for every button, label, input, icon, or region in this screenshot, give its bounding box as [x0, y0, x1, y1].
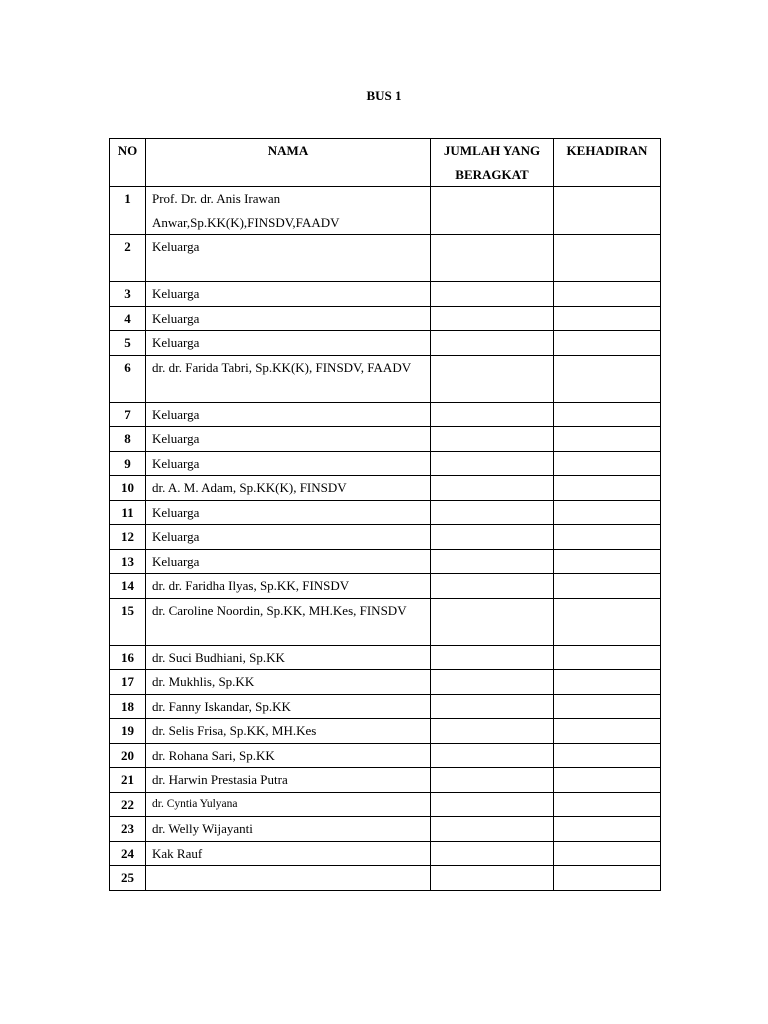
row-nama: Keluarga — [146, 331, 431, 356]
row-jumlah[interactable] — [431, 768, 554, 793]
table-row — [110, 476, 661, 501]
table-row — [110, 645, 661, 670]
row-kehadiran[interactable] — [554, 500, 661, 525]
row-no: 11 — [110, 500, 146, 525]
table-row — [110, 817, 661, 842]
row-nama: dr. Harwin Prestasia Putra — [146, 768, 431, 793]
row-jumlah[interactable] — [431, 235, 554, 282]
row-jumlah[interactable] — [431, 574, 554, 599]
row-jumlah[interactable] — [431, 402, 554, 427]
table-row — [110, 451, 661, 476]
page-title: BUS 1 — [366, 88, 402, 103]
row-kehadiran[interactable] — [554, 841, 661, 866]
row-nama: dr. Mukhlis, Sp.KK — [146, 670, 431, 695]
row-no: 3 — [110, 282, 146, 307]
row-nama: Keluarga — [146, 235, 431, 282]
row-no: 7 — [110, 402, 146, 427]
row-jumlah[interactable] — [431, 841, 554, 866]
table-row — [110, 306, 661, 331]
row-jumlah[interactable] — [431, 306, 554, 331]
row-kehadiran[interactable] — [554, 743, 661, 768]
row-kehadiran[interactable] — [554, 402, 661, 427]
table-row — [110, 841, 661, 866]
row-kehadiran[interactable] — [554, 331, 661, 356]
row-kehadiran[interactable] — [554, 598, 661, 645]
row-jumlah[interactable] — [431, 355, 554, 402]
row-jumlah[interactable] — [431, 549, 554, 574]
table-row — [110, 525, 661, 550]
row-nama: dr. Fanny Iskandar, Sp.KK — [146, 694, 431, 719]
row-kehadiran[interactable] — [554, 670, 661, 695]
header-kehadiran: KEHADIRAN — [554, 139, 661, 187]
row-no: 9 — [110, 451, 146, 476]
row-nama: Keluarga — [146, 282, 431, 307]
row-kehadiran[interactable] — [554, 282, 661, 307]
row-nama: dr. Caroline Noordin, Sp.KK, MH.Kes, FINSDV — [146, 598, 431, 645]
row-no: 25 — [110, 866, 146, 891]
row-nama: Keluarga — [146, 306, 431, 331]
row-kehadiran[interactable] — [554, 866, 661, 891]
row-nama: Prof. Dr. dr. Anis Irawan Anwar,Sp.KK(K),FINSDV,FAADV — [146, 187, 431, 235]
row-nama: Keluarga — [146, 500, 431, 525]
row-nama: dr. dr. Farida Tabri, Sp.KK(K), FINSDV, FAADV — [146, 355, 431, 402]
table-row — [110, 331, 661, 356]
row-jumlah[interactable] — [431, 427, 554, 452]
row-jumlah[interactable] — [431, 282, 554, 307]
row-no: 14 — [110, 574, 146, 599]
row-no: 22 — [110, 792, 146, 817]
row-no: 20 — [110, 743, 146, 768]
row-no: 18 — [110, 694, 146, 719]
row-nama: Keluarga — [146, 549, 431, 574]
row-jumlah[interactable] — [431, 645, 554, 670]
row-jumlah[interactable] — [431, 670, 554, 695]
table-row — [110, 235, 661, 282]
table-row — [110, 768, 661, 793]
header-jumlah: JUMLAH YANG BERAGKAT — [431, 139, 554, 187]
row-jumlah[interactable] — [431, 694, 554, 719]
row-no: 12 — [110, 525, 146, 550]
row-no: 15 — [110, 598, 146, 645]
row-jumlah[interactable] — [431, 525, 554, 550]
row-no: 21 — [110, 768, 146, 793]
row-kehadiran[interactable] — [554, 525, 661, 550]
row-kehadiran[interactable] — [554, 306, 661, 331]
row-nama: dr. A. M. Adam, Sp.KK(K), FINSDV — [146, 476, 431, 501]
row-kehadiran[interactable] — [554, 355, 661, 402]
row-nama: Keluarga — [146, 402, 431, 427]
table-row — [110, 427, 661, 452]
table-row — [110, 355, 661, 402]
row-jumlah[interactable] — [431, 187, 554, 235]
row-kehadiran[interactable] — [554, 645, 661, 670]
table-row — [110, 598, 661, 645]
table-row — [110, 574, 661, 599]
row-jumlah[interactable] — [431, 719, 554, 744]
row-nama: dr. dr. Faridha Ilyas, Sp.KK, FINSDV — [146, 574, 431, 599]
row-no: 2 — [110, 235, 146, 282]
row-kehadiran[interactable] — [554, 817, 661, 842]
row-kehadiran[interactable] — [554, 719, 661, 744]
row-kehadiran[interactable] — [554, 574, 661, 599]
row-kehadiran[interactable] — [554, 235, 661, 282]
row-kehadiran[interactable] — [554, 792, 661, 817]
row-nama: dr. Welly Wijayanti — [146, 817, 431, 842]
row-jumlah[interactable] — [431, 866, 554, 891]
row-jumlah[interactable] — [431, 743, 554, 768]
table-row — [110, 792, 661, 817]
row-nama: dr. Cyntia Yulyana — [146, 792, 431, 817]
row-no: 4 — [110, 306, 146, 331]
row-kehadiran[interactable] — [554, 476, 661, 501]
table-row — [110, 719, 661, 744]
row-no: 5 — [110, 331, 146, 356]
row-jumlah[interactable] — [431, 476, 554, 501]
row-nama: Kak Rauf — [146, 841, 431, 866]
row-kehadiran[interactable] — [554, 427, 661, 452]
row-no: 19 — [110, 719, 146, 744]
row-no: 10 — [110, 476, 146, 501]
table-row — [110, 500, 661, 525]
row-no: 8 — [110, 427, 146, 452]
table-row — [110, 670, 661, 695]
header-no: NO — [110, 139, 146, 187]
table-row — [110, 402, 661, 427]
row-no: 6 — [110, 355, 146, 402]
row-no: 17 — [110, 670, 146, 695]
header-nama: NAMA — [146, 139, 431, 187]
table-row — [110, 694, 661, 719]
row-kehadiran[interactable] — [554, 694, 661, 719]
table-row — [110, 866, 661, 891]
row-jumlah[interactable] — [431, 331, 554, 356]
row-kehadiran[interactable] — [554, 451, 661, 476]
row-nama: Keluarga — [146, 427, 431, 452]
row-nama: Keluarga — [146, 525, 431, 550]
row-nama — [146, 866, 431, 891]
table-row — [110, 282, 661, 307]
row-no: 23 — [110, 817, 146, 842]
row-kehadiran[interactable] — [554, 549, 661, 574]
row-nama: dr. Selis Frisa, Sp.KK, MH.Kes — [146, 719, 431, 744]
table-row — [110, 549, 661, 574]
row-no: 16 — [110, 645, 146, 670]
row-kehadiran[interactable] — [554, 187, 661, 235]
row-jumlah[interactable] — [431, 817, 554, 842]
row-jumlah[interactable] — [431, 598, 554, 645]
row-kehadiran[interactable] — [554, 768, 661, 793]
table-row — [110, 743, 661, 768]
row-no: 24 — [110, 841, 146, 866]
table-header-row — [110, 139, 661, 187]
row-nama: dr. Suci Budhiani, Sp.KK — [146, 645, 431, 670]
row-no: 1 — [110, 187, 146, 235]
row-no: 13 — [110, 549, 146, 574]
row-jumlah[interactable] — [431, 500, 554, 525]
row-nama: dr. Rohana Sari, Sp.KK — [146, 743, 431, 768]
row-nama: Keluarga — [146, 451, 431, 476]
attendance-table — [109, 138, 661, 891]
row-jumlah[interactable] — [431, 451, 554, 476]
row-jumlah[interactable] — [431, 792, 554, 817]
table-row — [110, 187, 661, 235]
